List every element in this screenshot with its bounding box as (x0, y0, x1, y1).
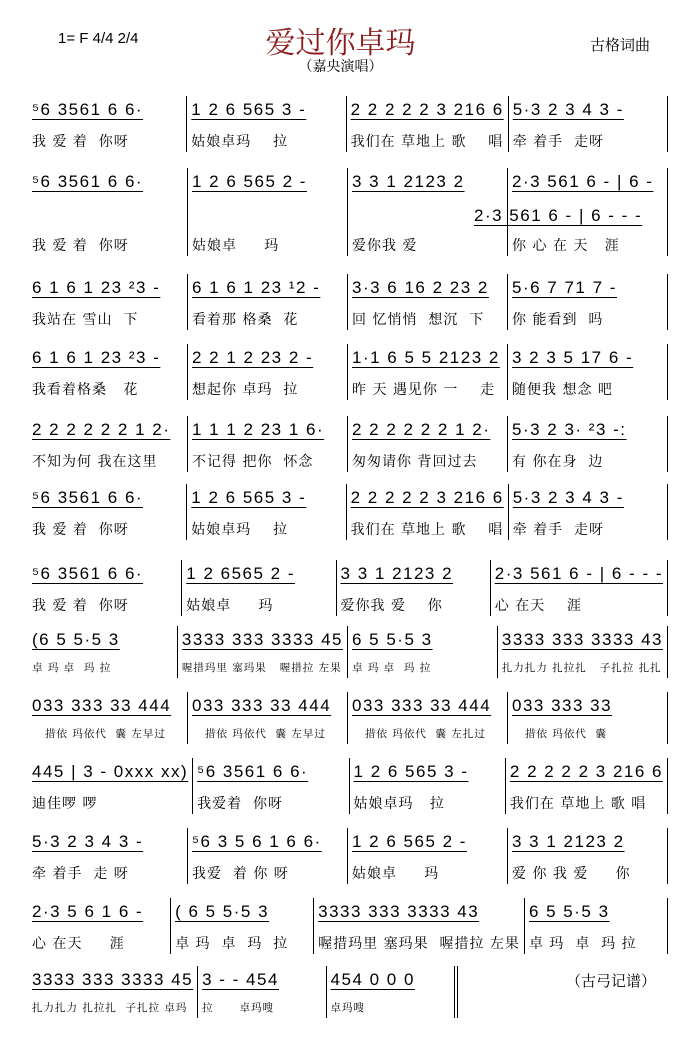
measure (508, 692, 668, 744)
measure-notes: 2·3 561 6 - | 6 - - - (494, 564, 663, 583)
measure (509, 96, 668, 152)
measure (28, 692, 188, 744)
measure-notes: 2·3 5 6 1 6 - (32, 902, 144, 921)
measure-lyric: 措依 玛依代 囊 左扎过 (352, 728, 486, 740)
measure-lyric: 不记得 把你 怀念 (192, 454, 314, 470)
measure-lyric: 随便我 想念 吧 (512, 382, 613, 398)
measure-lyric: 姑娘卓玛 拉 (191, 522, 289, 538)
staff-row (28, 484, 668, 540)
measure-notes: ⁵6 3 5 6 1 6 6· (192, 832, 322, 851)
measure (28, 168, 188, 256)
measure-lyric: 牵 着手 走呀 (512, 134, 605, 150)
measure-lyric: 我们在 草地上 歌 唱 (350, 522, 504, 538)
staff-row (28, 344, 668, 400)
measure-lyric: 卓 玛 卓 玛 拉 (32, 662, 112, 674)
measure (28, 274, 188, 330)
measure-lyric: 我 爱 着 你呀 (32, 238, 129, 254)
measure-notes: 2 2 1 2 23 2 - (192, 348, 314, 367)
measure-notes: 2 2 2 2 2 2 1 2· (352, 420, 491, 439)
measure-notes: 454 0 0 0 (330, 970, 415, 989)
measure-lyric: 回 忆悄悄 想沉 下 (352, 312, 485, 328)
measure-notes: 1 1 1 2 23 1 6· (192, 420, 325, 439)
measure (28, 560, 182, 616)
measure (350, 758, 506, 814)
measure (327, 966, 458, 1018)
measure-notes: 3 2 3 5 17 6 - (512, 348, 634, 367)
staff-row (28, 626, 668, 678)
measure (188, 274, 348, 330)
measure-lyric: 措依 玛依代 囊 左早过 (192, 728, 326, 740)
measure-notes: 2 2 2 2 2 3 216 6 (509, 762, 663, 781)
measure-lyric: 爱 你 我 爱 你 (512, 866, 631, 882)
staff-row (28, 416, 668, 472)
measure-lyric: 不知为何 我在这里 (32, 454, 158, 470)
measure-lyric: 扎力扎力 扎拉扎 子扎拉 卓玛 (32, 1002, 188, 1014)
measure-notes: 6 1 6 1 23 ²3 - (32, 278, 161, 297)
measure-notes: 1 2 6 565 3 - (191, 100, 307, 119)
measure (178, 626, 348, 678)
measure-notes: 1 2 6 565 2 - (352, 832, 467, 851)
measure (187, 96, 346, 152)
measure-notes: (6 5 5·5 3 (32, 630, 120, 649)
measure (28, 626, 178, 678)
measure (188, 692, 348, 744)
measure-lyric: 我们在 草地上 歌 唱 (350, 134, 504, 150)
measure (28, 416, 188, 472)
measure-notes: 1 2 6 565 3 - (353, 762, 469, 781)
measure-notes: ⁵6 3561 6 6· (32, 488, 144, 507)
measure (187, 484, 346, 540)
measure-lyric: 我 爱 着 你呀 (32, 134, 129, 150)
measure (525, 898, 668, 954)
measure-notes: 3 3 1 2123 2 (352, 172, 465, 191)
measure-notes: 1 2 6 565 3 - (191, 488, 307, 507)
measure (348, 828, 508, 884)
measure-notes: ⁵6 3561 6 6· (32, 100, 144, 119)
measure-lyric: 我爱 着 你 呀 (192, 866, 289, 882)
measure-notes: 5·3 2 3 4 3 - (512, 100, 624, 119)
measure-lyric: 扎力扎力 扎拉扎 子扎拉 扎扎 (501, 662, 662, 674)
staff-row (28, 758, 668, 814)
measure-lyric: 姑娘卓 玛 (192, 238, 280, 254)
measure (182, 560, 336, 616)
measure-lyric: 措依 玛依代 囊 (512, 728, 608, 740)
measure-notes: ⁵6 3561 6 6· (32, 564, 144, 583)
song-title: 爱过你卓玛 (265, 26, 416, 61)
staff-row (28, 966, 458, 1018)
measure (193, 758, 349, 814)
measure-lyric: 牵 着手 走呀 (512, 522, 605, 538)
measure (506, 758, 668, 814)
alternate-ending-notes: 2·3 561 6 - | 6 - - - (474, 206, 643, 225)
measure-lyric: 喔措玛里 塞玛果 喔措拉 左果 (318, 936, 520, 952)
measure (28, 828, 188, 884)
measure (28, 344, 188, 400)
measure (28, 966, 198, 1018)
measure-lyric: 想起你 卓玛 拉 (192, 382, 299, 398)
measure (347, 484, 509, 540)
measure-lyric: 卓 玛 卓 玛 拉 (175, 936, 289, 952)
measure (348, 692, 508, 744)
measure-notes: 3 3 1 2123 2 (340, 564, 454, 583)
measure (508, 416, 668, 472)
measure-notes: 3·3 6 16 2 23 2 (352, 278, 489, 297)
measure (28, 898, 171, 954)
measure-lyric: 有 你在身 边 (512, 454, 604, 470)
key-signature: 1= F 4/4 2/4 (58, 30, 139, 47)
measure-lyric: 卓 玛 卓 玛 拉 (528, 936, 637, 952)
measure-lyric: 喔措玛里 塞玛果 喔措拉 左果 (181, 662, 342, 674)
measure (508, 274, 668, 330)
staff-row (28, 828, 668, 884)
measure-notes: 033 333 33 444 (192, 696, 332, 715)
measure-notes: 2 2 2 2 2 3 216 6 (350, 488, 504, 507)
measure (347, 96, 509, 152)
measure-lyric: 爱你我 爱 你 (340, 598, 443, 614)
staff-row (28, 96, 668, 152)
measure-lyric: 我看着格桑 花 (32, 382, 139, 398)
measure-notes: 033 333 33 (512, 696, 613, 715)
measure-lyric: 措依 玛依代 囊 左早过 (32, 728, 166, 740)
measure-notes: 445 | 3 - 0xxx xx) (32, 762, 189, 781)
measure (348, 274, 508, 330)
measure (348, 416, 508, 472)
measure-lyric: 牵 着手 走 呀 (32, 866, 129, 882)
measure (314, 898, 525, 954)
measure (28, 484, 187, 540)
measure (28, 758, 193, 814)
measure-lyric: 心 在天 涯 (32, 936, 125, 952)
measure-lyric: 我站在 雪山 下 (32, 312, 139, 328)
measure-lyric: 我 爱 着 你呀 (32, 598, 129, 614)
measure-lyric: 你 心 在 天 涯 (512, 238, 620, 254)
measure-notes: 3333 333 3333 43 (318, 902, 480, 921)
measure (508, 344, 668, 400)
measure-lyric: 卓玛嗖 (330, 1002, 366, 1014)
measure-notes: ( 6 5 5·5 3 (175, 902, 270, 921)
measure-notes: 3 3 1 2123 2 (512, 832, 625, 851)
measure-lyric: 拉 卓玛嗖 (202, 1002, 275, 1014)
measure-lyric: 心 在天 涯 (494, 598, 583, 614)
measure-notes: 2·3 561 6 - | 6 - (512, 172, 654, 191)
measure-lyric: 爱你我 爱 (352, 238, 418, 254)
measure (188, 344, 348, 400)
measure-notes: ⁵6 3561 6 6· (32, 172, 144, 191)
measure-lyric: 姑娘卓玛 拉 (353, 796, 445, 812)
measure-notes: ⁵6 3561 6 6· (197, 762, 309, 781)
measure-notes: 2 2 2 2 2 2 1 2· (32, 420, 171, 439)
measure-lyric: 卓 玛 卓 玛 拉 (352, 662, 432, 674)
measure-notes: 6 1 6 1 23 ¹2 - (192, 278, 321, 297)
staff-row (28, 274, 668, 330)
measure-notes: 1 2 6565 2 - (186, 564, 296, 583)
singer: （嘉央演唱） (298, 59, 383, 75)
measure (337, 560, 491, 616)
measure-lyric: 迪佳啰 啰 (32, 796, 98, 812)
measure (198, 966, 326, 1018)
staff-row (28, 898, 668, 954)
measure-lyric: 看着那 格桑 花 (192, 312, 299, 328)
measure-lyric: 姑娘卓 玛 (352, 866, 440, 882)
measure-notes: 5·6 7 71 7 - (512, 278, 617, 297)
measure-lyric: 我 爱 着 你呀 (32, 522, 129, 538)
measure (348, 626, 498, 678)
measure-notes: 3 - - 454 (202, 970, 279, 989)
measure-notes: 2 2 2 2 2 3 216 6 (350, 100, 504, 119)
measure (509, 484, 668, 540)
measure (498, 626, 668, 678)
measure-lyric: 姑娘卓 玛 (186, 598, 274, 614)
measure-notes: 5·3 2 3· ²3 -: (512, 420, 627, 439)
measure-notes: 1·1 6 5 5 2123 2 (352, 348, 500, 367)
measure-notes: 6 5 5·5 3 (352, 630, 433, 649)
staff-row (28, 560, 668, 616)
measure-notes: 1 2 6 565 2 - (192, 172, 307, 191)
measure-notes: 3333 333 3333 45 (32, 970, 194, 989)
measure-lyric: 昨 天 遇见你 一 走 (352, 382, 496, 398)
measure-lyric: 姑娘卓玛 拉 (191, 134, 289, 150)
measure-lyric: 匆匆请你 背回过去 (352, 454, 478, 470)
measure-notes: 6 5 5·5 3 (528, 902, 610, 921)
measure-lyric: 你 能看到 吗 (512, 312, 604, 328)
measure-notes: 033 333 33 444 (32, 696, 172, 715)
transcriber-credit: （古弓记谱） (566, 972, 657, 990)
measure-lyric: 我爱着 你呀 (197, 796, 284, 812)
staff-row (28, 692, 668, 744)
measure (171, 898, 314, 954)
composer: 古格词曲 (590, 36, 651, 54)
measure (508, 828, 668, 884)
measure-notes: 6 1 6 1 23 ²3 - (32, 348, 161, 367)
measure (348, 344, 508, 400)
measure (188, 168, 348, 256)
measure-notes: 3333 333 3333 45 (181, 630, 343, 649)
measure-notes: 5·3 2 3 4 3 - (32, 832, 144, 851)
measure (188, 828, 348, 884)
measure (28, 96, 187, 152)
measure-notes: 033 333 33 444 (352, 696, 492, 715)
measure-notes: 3333 333 3333 43 (501, 630, 663, 649)
measure (188, 416, 348, 472)
measure-lyric: 我们在 草地上 歌 唱 (509, 796, 647, 812)
measure (491, 560, 668, 616)
measure-notes: 5·3 2 3 4 3 - (512, 488, 624, 507)
